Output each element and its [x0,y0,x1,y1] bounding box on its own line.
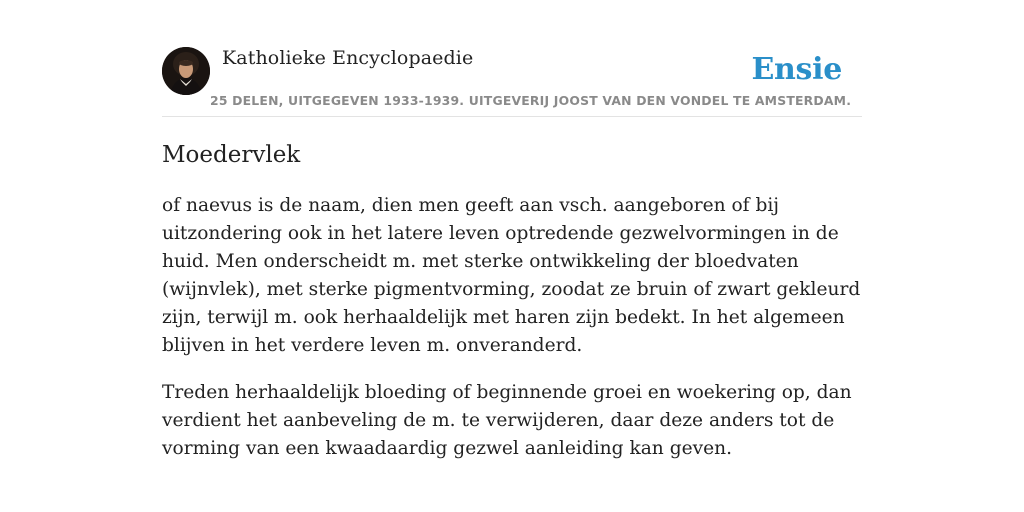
publication-info: 25 DELEN, UITGEGEVEN 1933-1939. UITGEVERIJ JOOST VAN DEN VONDEL TE AMSTERDAM. [210,93,852,108]
ensie-logo-link[interactable]: Ensie [751,52,842,87]
site-header [162,46,862,117]
entry-content [162,192,862,482]
entry-paragraph: Treden herhaaldelijk bloeding of beginnende groei en woekering op, dan verdient het aanbeveling de m. te verwijderen, daar deze anders tot de vorming van een kwaadaardig gezwel aanleiding kan geven. [162,382,852,459]
portrait-avatar-icon[interactable] [162,47,210,95]
site-title[interactable]: Katholieke Encyclopaedie [222,47,474,69]
entry-paragraph: of naevus is de naam, dien men geeft aan vsch. aangeboren of bij uitzondering ook in het latere leven optredende gezwelvormingen in de huid. Men onderscheidt m. met sterke ontwikkeling der bloedvaten (wijnvlek), met sterke pigmentvorming, zoodat ze bruin of zwart gekleurd zijn, terwijl m. ook herhaaldelijk met haren zijn bedekt. In het algemeen blijven in het verdere leven m. onveranderd. [162,195,861,356]
portrait-image [162,47,210,95]
entry-title: Moedervlek [162,142,301,168]
